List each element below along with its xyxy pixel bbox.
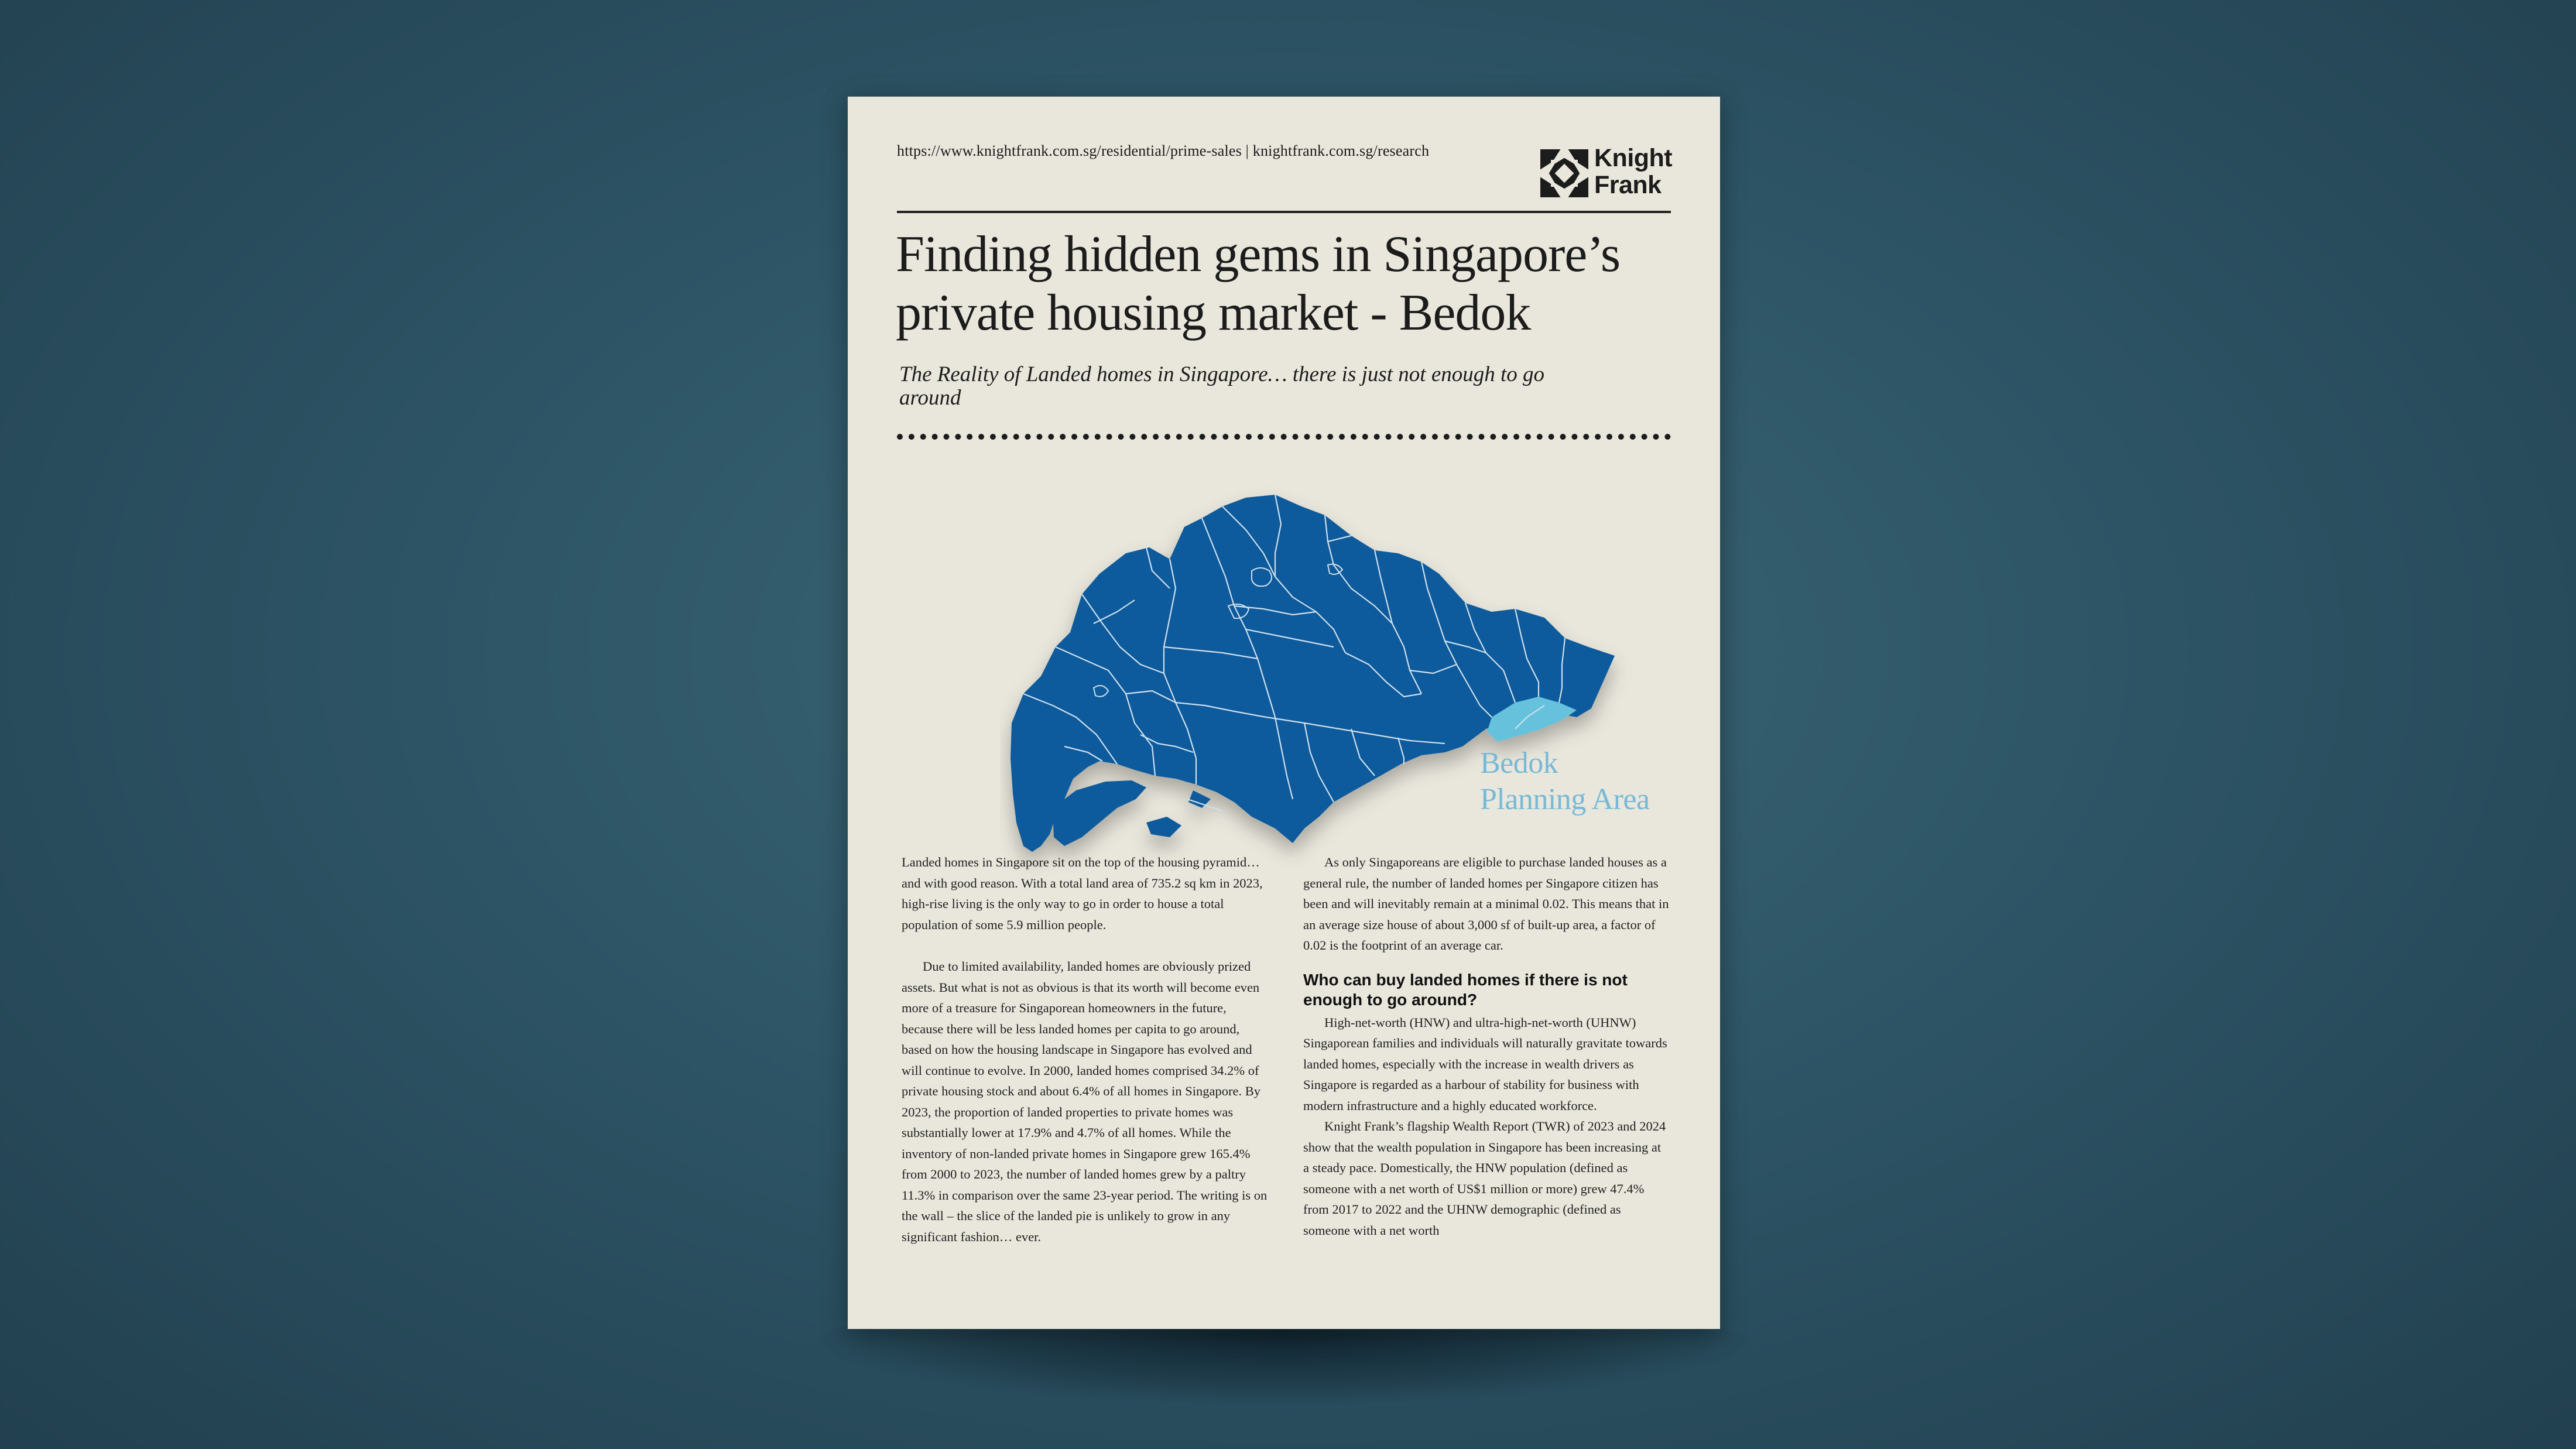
body-paragraph: As only Singaporeans are eligible to purchase landed houses as a general rule, the number of landed homes per Singapore citizen has been and will inevitably remain at a minimal 0.02. This means that in an average size house of about 3,000 sf of built-up area, a factor of 0.02 is the footprint of an average car. [1303,855,1669,953]
document-page [848,97,1720,1329]
section-heading: Who can buy landed homes if there is not enough to go around? [1303,970,1628,1009]
bedok-map-label [1480,745,1714,818]
title-line-2: private housing market - Bedok [896,285,1531,341]
map-label-line-2: Planning Area [1480,783,1650,816]
logo-line-1: Knight [1594,144,1673,172]
dotted-divider [897,434,1671,440]
knight-frank-logo-icon [1540,149,1588,197]
knight-frank-logo [1540,145,1675,200]
article-column-left [902,852,1268,1247]
logo-line-2: Frank [1594,171,1662,199]
body-paragraph: Due to limited availability, landed homes are obviously prized assets. But what is not as obvious is that its worth will become even more of a treasure for Singaporean homeowners in the future, because there will be less landed homes per capita to go around, based on how the housing landscape in Singapore has evolved and will continue to evolve. In 2000, landed homes comprised 34.2% of private housing stock and about 6.4% of all homes in Singapore. By 2023, the proportion of landed properties to private homes was substantially lower at 17.9% and 4.7% of all homes. While the inventory of non-landed private homes in Singapore grew 165.4% from 2000 to 2023, the number of landed homes grew by a paltry 11.3% in comparison over the same 23-year period. The writing is on the wall – the slice of the landed pie is unlikely to grow in any significant fashion… ever. [902,959,1268,1244]
body-paragraph: Knight Frank’s flagship Wealth Report (TWR) of 2023 and 2024 show that the wealth population in Singapore has been increasing at a steady pace. Domestically, the HNW population (defined as someone with a net worth of US$1 million or more) grew 47.4% from 2017 to 2022 and the UHNW demographic (defined as someone with a net worth [1303,1119,1666,1238]
page-subtitle: The Reality of Landed homes in Singapore… there is just not enough to go around [899,362,1545,410]
page-title [896,225,1680,342]
body-paragraph: Landed homes in Singapore sit on the top of the housing pyramid… and with good reason. With a total land area of 735.2 sq km in 2023, high-rise living is the only way to go in order to house a total population of some 5.9 million people. [902,855,1263,932]
header-rule [897,211,1671,213]
header-url[interactable]: https://www.knightfrank.com.sg/residential/prime-sales | knightfrank.com.sg/research [897,142,1430,159]
article-column-right [1303,852,1669,1241]
small-island [1146,817,1181,837]
map-label-line-1: Bedok [1480,746,1558,780]
title-line-1: Finding hidden gems in Singapore’s [896,226,1621,283]
body-paragraph: High-net-worth (HNW) and ultra-high-net-worth (UHNW) Singaporean families and individuals will naturally gravitate towards landed homes, especially with the increase in wealth drivers as Singapore is regarded as a harbour of stability for business with modern infrastructure and a highly educated workforce. [1303,1015,1667,1113]
logo-wordmark [1594,145,1672,198]
